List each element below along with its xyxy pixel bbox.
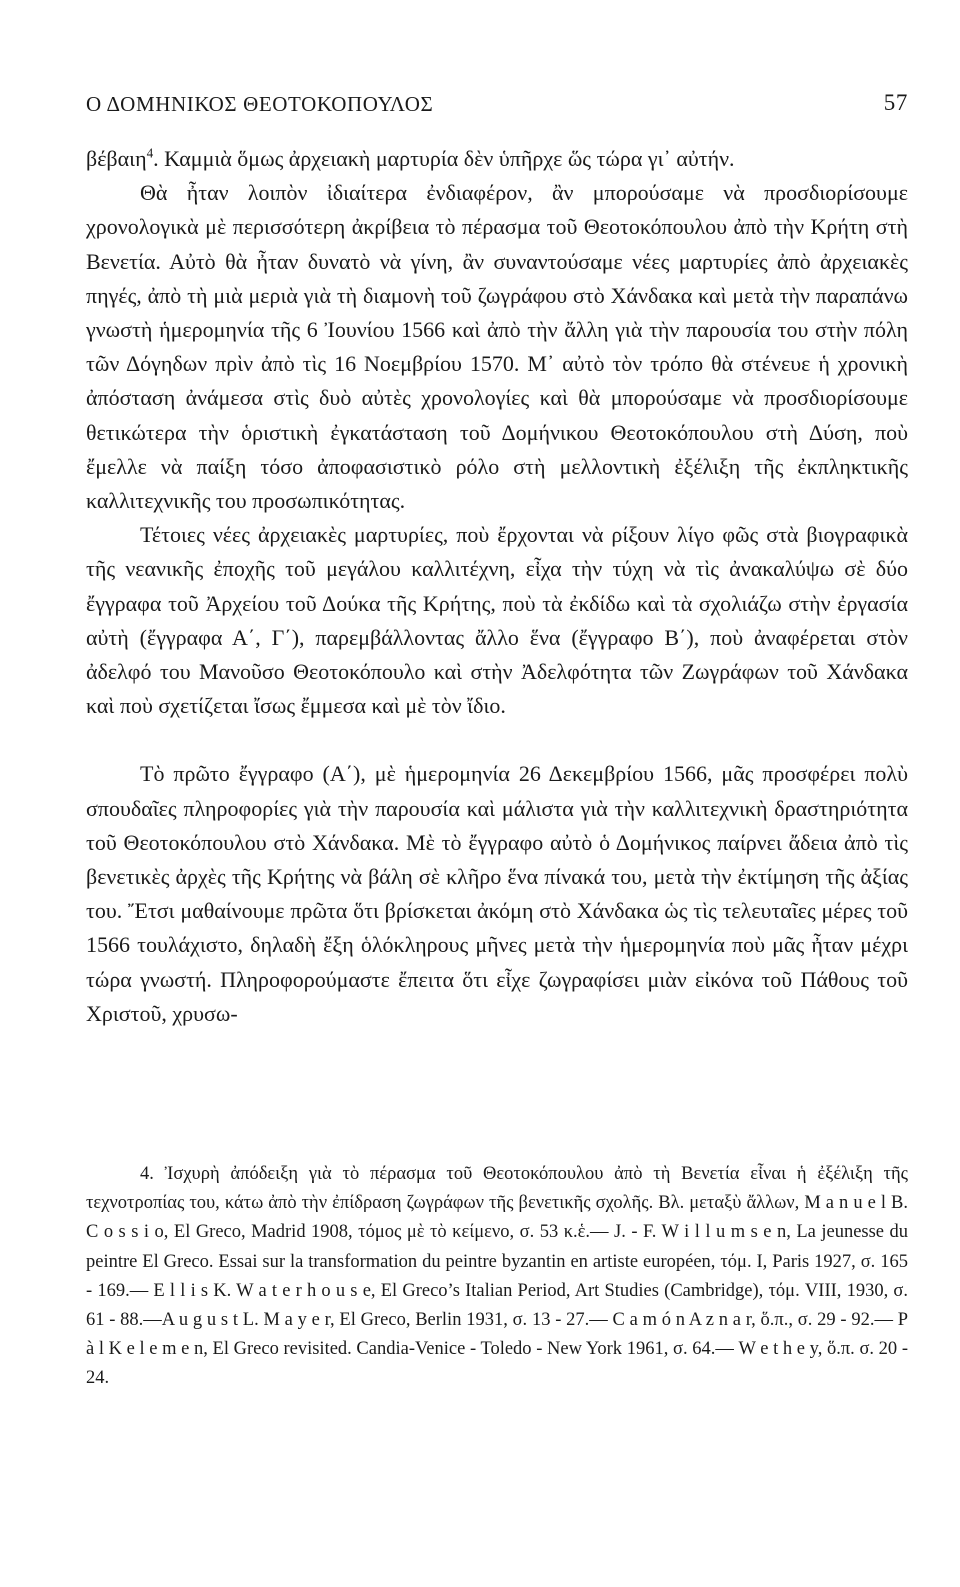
footnotes [86, 1160, 908, 1394]
footnote-reference: 4 [146, 145, 154, 161]
footnote-4: 4. Ἰσχυρὴ ἀπόδειξη γιὰ τὸ πέρασμα τοῦ Θεοτοκόπουλου ἀπὸ τὴ Βενετία εἶναι ἡ ἐξέλιξη τῆς τεχνοτροπίας του, κάτω ἀπὸ τὴν ἐπίδραση ζωγράφων τῆς βενετικῆς σχολῆς. Βλ. μεταξὺ ἄλλων, M a n u e l B. C o s s i o, El Greco, Madrid 1908, τόμος μὲ τὸ κείμενο, σ. 53 κ.ἑ.— J. - F. W i l l u m s e n, La jeunesse du peintre El Greco. Essai sur la transformation du peintre byzantin en artiste européen, τόμ. I, Paris 1927, σ. 165 - 169.— E l l i s K. W a t e r h o u s e, El Greco’s Italian Period, Art Studies (Cambridge), τόμ. VIII, 1930, σ. 61 - 88.—A u g u s t L. M a y e r, El Greco, Berlin 1931, σ. 13 - 27.— C a m ó n A z n a r, ὅ.π., σ. 29 - 92.— P à l K e l e m e n, El Greco revisited. Candia-Venice - Toledo - New York 1961, σ. 64.— W e t h e y, ὅ.π. σ. 20 - 24. [86, 1164, 908, 1389]
paragraph-1-start: βέβαιη [86, 146, 147, 171]
paragraph-3: Τέτοιες νέες ἀρχειακὲς μαρτυρίες, ποὺ ἔρχονται νὰ ρίξουν λίγο φῶς στὰ βιογραφικὰ τῆς νεανικῆς ἐποχῆς τοῦ μεγάλου καλλιτέχνη, εἶχα τὴν τύχη νὰ τὶς ἀνακαλύψω σὲ δύο ἔγγραφα τοῦ Ἀρχείου τοῦ Δούκα τῆς Κρήτης, ποὺ τὰ ἐκδίδω καὶ τὰ σχολιάζω στὴν ἐργασία αὐτὴ (ἔγγραφα Α΄, Γ΄), παρεμβάλλοντας ἄλλο ἕνα (ἔγγραφο Β΄), ποὺ ἀναφέρεται στὸν ἀδελφό του Μανοῦσο Θεοτοκόπουλο καὶ στὴν Ἀδελφότητα τῶν Ζωγράφων τοῦ Χάνδακα καὶ ποὺ σχετίζεται ἴσως ἔμμεσα καὶ μὲ τὸν ἴδιο. [86, 522, 908, 719]
paragraph-1 [86, 142, 908, 176]
running-head [86, 92, 908, 122]
running-title: Ο ΔΟΜΗΝΙΚΟΣ ΘΕΟΤΟΚΟΠΟΥΛΟΣ [86, 92, 434, 116]
paragraph-4: Τὸ πρῶτο ἔγγραφο (Α΄), μὲ ἡμερομηνία 26 Δεκεμβρίου 1566, μᾶς προσφέρει πολὺ σπουδαῖες πληροφορίες γιὰ τὴν παρουσία καὶ μάλιστα γιὰ τὴν καλλιτεχνικὴ δραστηριότητα τοῦ Θεοτοκόπουλου στὸ Χάνδακα. Μὲ τὸ ἔγγραφο αὐτὸ ὁ Δομήνικος παίρνει ἄδεια ἀπὸ τὶς βενετικὲς ἀρχὲς τῆς Κρήτης νὰ βάλη σὲ κλῆρο ἕνα πίνακά του, μετὰ τὴν ἐκτίμηση τῆς ἀξίας του. Ἔτσι μαθαίνουμε πρῶτα ὅτι βρίσκεται ἀκόμη στὸ Χάνδακα ὡς τὶς τελευταῖες μέρες τοῦ 1566 τουλάχιστο, δηλαδὴ ἔξη ὁλόκληρους μῆνες μετὰ τὴν ἡμερομηνία ποὺ μᾶς ἦταν μέχρι τώρα γνωστή. Πληροφορούμαστε ἔπειτα ὅτι εἶχε ζωγραφίσει μιὰν εἰκόνα τοῦ Πάθους τοῦ Χριστοῦ, χρυσω- [86, 761, 908, 1026]
paragraph-2: Θὰ ἦταν λοιπὸν ἰδιαίτερα ἐνδιαφέρον, ἂν μπορούσαμε νὰ προσδιορίσουμε χρονολογικὰ μὲ περισσότερη ἀκρίβεια τὸ πέρασμα τοῦ Θεοτοκόπουλου ἀπὸ τὴν Κρήτη στὴ Βενετία. Αὐτὸ θὰ ἦταν δυνατὸ νὰ γίνη, ἂν συναντούσαμε νέες μαρτυρίες ἀπὸ ἀρχειακὲς πηγές, ἀπὸ τὴ μιὰ μεριὰ γιὰ τὴ διαμονὴ τοῦ ζωγράφου στὸ Χάνδακα καὶ μετὰ τὴν παραπάνω γνωστὴ ἡμερομηνία τῆς 6 Ἰουνίου 1566 καὶ ἀπὸ τὴν ἄλλη γιὰ τὴν παρουσία του στὴν πόλη τῶν Δόγηδων πρὶν ἀπὸ τὶς 16 Νοεμβρίου 1570. Μ᾽ αὐτὸ τὸν τρόπο θὰ στένευε ἡ χρονικὴ ἀπόσταση ἀνάμεσα στὶς δυὸ αὐτὲς χρονολογίες καὶ θὰ μπορούσαμε νὰ προσδιορίσουμε θετικώτερα τὴν ὁριστικὴ ἐγκατάσταση τοῦ Δομήνικου Θεοτοκόπουλου στὴ Δύση, ποὺ ἔμελλε νὰ παίξη τόσο ἀποφασιστικὸ ρόλο στὴ μελλοντικὴ ἐξέλιξη τῆς ἐκπληκτικῆς καλλιτεχνικῆς του προσωπικότητας. [86, 180, 908, 514]
main-text [86, 142, 908, 1031]
paragraph-1-rest: . Καμμιὰ ὅμως ἀρχειακὴ μαρτυρία δὲν ὑπῆρχε ὥς τώρα γι᾽ αὐτήν. [153, 146, 735, 171]
page-number: 57 [883, 90, 908, 115]
